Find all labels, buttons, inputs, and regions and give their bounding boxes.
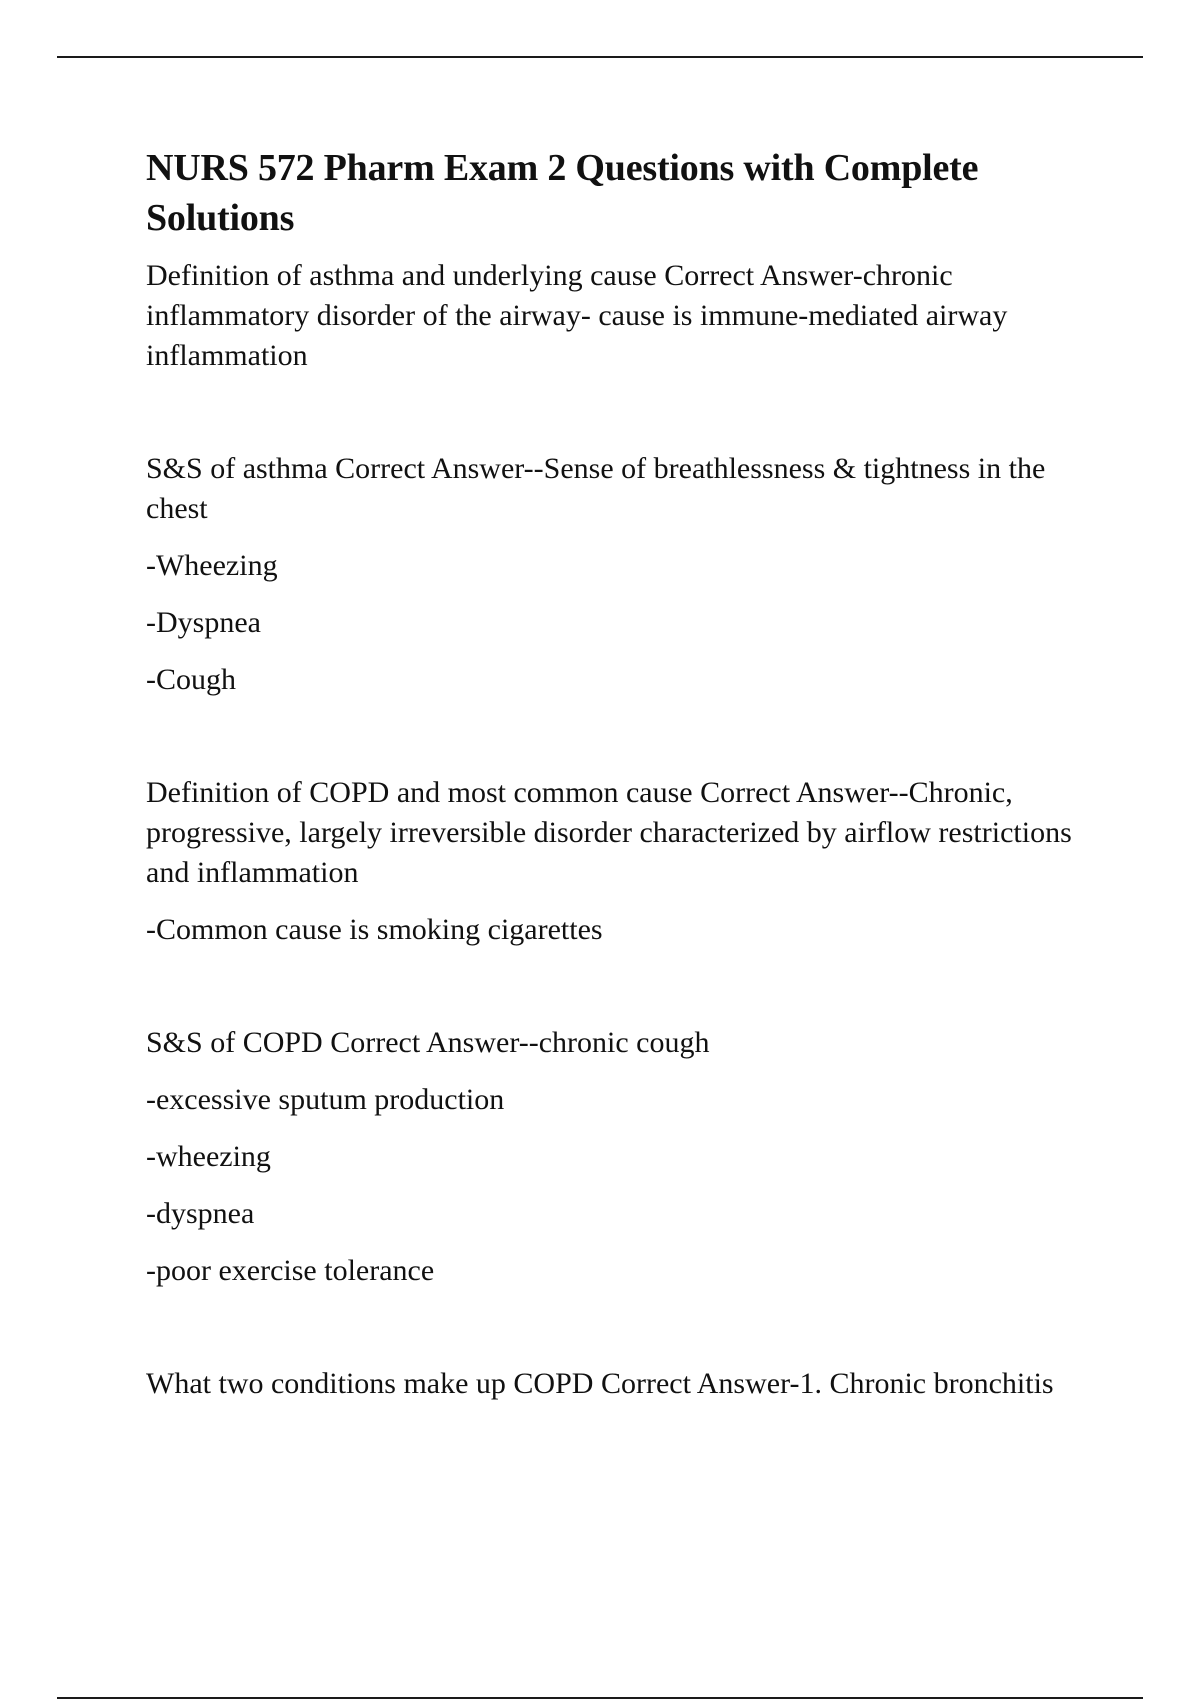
qa-question: Definition of COPD and most common cause Correct Answer--Chronic, progressive, largely irreversible disorder characterized by airflow restrictions and inflammation: [146, 776, 1072, 889]
answer-line: -Dyspnea: [146, 606, 261, 639]
document-body: [146, 143, 1096, 1404]
qa-item-copd-symptoms: [146, 1023, 1096, 1291]
answer-line: -excessive sputum production: [146, 1083, 505, 1116]
item-spacer: [146, 376, 1096, 449]
qa-question: What two conditions make up COPD Correct Answer-1. Chronic bronchitis: [146, 1367, 1054, 1400]
qa-item-copd-conditions: [146, 1364, 1096, 1404]
answer-line: -poor exercise tolerance: [146, 1254, 435, 1287]
item-spacer: [146, 1291, 1096, 1364]
document-title: NURS 572 Pharm Exam 2 Questions with Complete Solutions: [146, 147, 979, 239]
answer-line: -Common cause is smoking cigarettes: [146, 913, 603, 946]
qa-question: Definition of asthma and underlying cause Correct Answer-chronic inflammatory disorder of the airway- cause is immune-mediated airway inflammation: [146, 259, 1008, 372]
qa-question: S&S of COPD Correct Answer--chronic cough: [146, 1026, 710, 1059]
qa-item-asthma-symptoms: [146, 449, 1096, 700]
item-spacer: [146, 950, 1096, 1023]
item-spacer: [146, 700, 1096, 773]
answer-line: -Cough: [146, 663, 236, 696]
footer-rule: [57, 1697, 1143, 1699]
qa-question: S&S of asthma Correct Answer--Sense of breathlessness & tightness in the chest: [146, 452, 1046, 525]
qa-item-asthma-definition: [146, 256, 1096, 376]
header-rule: [57, 56, 1143, 58]
qa-item-copd-definition: [146, 773, 1096, 950]
answer-line: -dyspnea: [146, 1197, 255, 1230]
answer-line: -wheezing: [146, 1140, 271, 1173]
answer-line: -Wheezing: [146, 549, 278, 582]
